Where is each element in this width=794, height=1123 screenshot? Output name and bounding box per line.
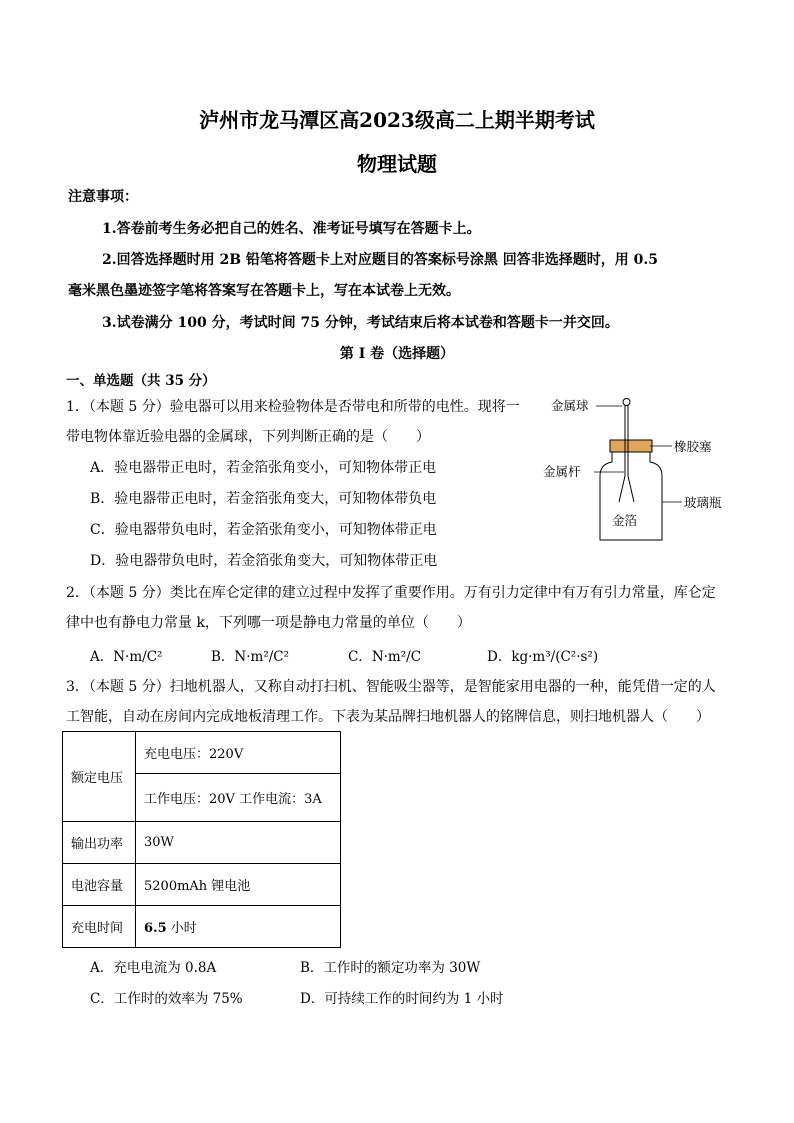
work-voltage: 工作电压：20V 工作电流：3A [136, 774, 341, 822]
notice-item-1: 1.答卷前考生务必把自己的姓名、准考证号填写在答题卡上。 [102, 221, 481, 237]
q1-option-a: A．验电器带正电时，若金箔张角变小，可知物体带正电 [90, 460, 437, 476]
exam-subtitle: 物理试题 [357, 152, 437, 176]
charge-voltage: 充电电压：220V [136, 732, 341, 774]
battery-label: 电池容量 [63, 864, 136, 906]
q2-stem-line1: 2．（本题 5 分）类比在库仑定律的建立过程中发挥了重要作用。万有引力定律中有万有引力常量，库仑定 [66, 585, 716, 601]
rated-voltage-label: 额定电压 [63, 732, 136, 822]
rubber-stopper [610, 440, 652, 452]
gold-foil-right [628, 476, 634, 502]
output-power: 30W [136, 822, 341, 864]
spec-table [62, 731, 341, 948]
charge-time-label: 充电时间 [63, 906, 136, 948]
q1-stem-line2: 带电物体靠近验电器的金属球，下列判断正确的是（ ） [66, 429, 430, 445]
notice-item-3: 3.试卷满分 100 分，考试时间 75 分钟，考试结束后将本试卷和答题卡一并交回。 [102, 315, 619, 331]
section1-title: 一、单选题（共 35 分） [66, 373, 216, 389]
gold-foil-left [619, 476, 625, 502]
q1-option-d: D．验电器带负电时，若金箔张角变大，可知物体带正电 [90, 553, 438, 569]
battery-capacity: 5200mAh 锂电池 [136, 864, 341, 906]
q3-option-d: D．可持续工作的时间约为 1 小时 [300, 991, 504, 1007]
output-power-label: 输出功率 [63, 822, 136, 864]
q2-option-b: B．N·m²/C² [211, 649, 290, 665]
q2-option-c: C．N·m²/C [348, 649, 422, 665]
q3-option-b: B．工作时的额定功率为 30W [300, 960, 481, 976]
label-gold-foil: 金箔 [612, 513, 638, 528]
q2-option-d: D．kg·m³/(C²·s²) [487, 649, 599, 665]
notice-item-2: 2.回答选择题时用 2B 铅笔将答题卡上对应题目的答案标号涂黑 回答非选择题时，用 0.5 [102, 252, 659, 268]
notice-item-2-cont: 毫米黑色墨迹签字笔将答案写在答题卡上，写在本试卷上无效。 [68, 283, 460, 299]
label-rubber-stopper: 橡胶塞 [674, 439, 712, 454]
exam-title: 泸州市龙马潭区高2023级高二上期半期考试 [199, 108, 595, 132]
q1-stem-line1: 1．（本题 5 分）验电器可以用来检验物体是否带电和所带的电性。现将一 [66, 399, 520, 415]
part1-title: 第 I 卷（选择题） [339, 346, 455, 362]
q2-stem-line2: 律中也有静电力常量 k，下列哪一项是静电力常量的单位（ ） [66, 615, 471, 631]
charge-time-value: 6.5 [144, 921, 167, 936]
notice-heading: 注意事项： [68, 189, 138, 205]
metal-ball [623, 399, 630, 406]
charge-time-unit: 小时 [166, 921, 197, 936]
label-glass-bottle: 玻璃瓶 [684, 495, 722, 510]
q3-option-c: C．工作时的效率为 75% [90, 991, 243, 1007]
q3-stem-line1: 3．（本题 5 分）扫地机器人，又称自动打扫机、智能吸尘器等，是智能家用电器的一种，能凭借一定的人 [66, 679, 716, 695]
q3-stem-line2: 工智能，自动在房间内完成地板清理工作。下表为某品牌扫地机器人的铭牌信息，则扫地机器人（ ） [66, 709, 710, 725]
electroscope-figure [530, 390, 730, 550]
q2-option-a: A．N·m/C² [90, 649, 163, 665]
q1-option-c: C．验电器带负电时，若金箔张角变小，可知物体带正电 [90, 522, 437, 538]
charge-time [136, 906, 341, 948]
label-metal-ball: 金属球 [551, 398, 589, 413]
q1-option-b: B．验电器带正电时，若金箔张角变大，可知物体带负电 [90, 491, 437, 507]
label-metal-rod: 金属杆 [543, 464, 581, 479]
q3-option-a: A．充电电流为 0.8A [90, 960, 217, 976]
